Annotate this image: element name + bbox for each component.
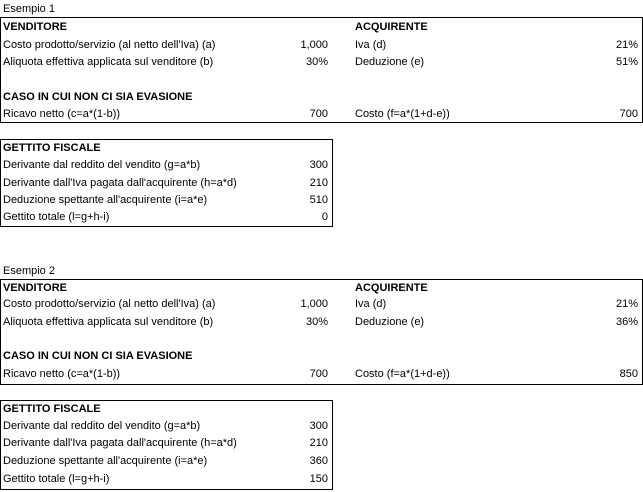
- buyer-cost-value: 700: [619, 108, 638, 120]
- buyer-cost-label: Costo (f=a*(1+d-e)): [355, 368, 450, 380]
- tax-revenue-total-label: Gettito totale (l=g+h-i): [3, 211, 110, 223]
- example-title: Esempio 2: [3, 265, 55, 277]
- seller-header: VENDITORE: [3, 282, 67, 294]
- buyer-iva-value: 21%: [615, 39, 638, 51]
- seller-cost-value: 1,000: [300, 298, 328, 310]
- buyer-cost-value: 850: [619, 368, 638, 380]
- tax-revenue-row-label: Derivante dal reddito del vendito (g=a*b): [3, 159, 201, 171]
- tax-revenue-row-label: Deduzione spettante all'acquirente (i=a*e): [3, 455, 208, 467]
- tax-revenue-row-label: Derivante dall'Iva pagata dall'acquirente (h=a*d): [3, 177, 237, 189]
- buyer-header: ACQUIRENTE: [355, 282, 428, 294]
- buyer-iva-label: Iva (d): [355, 298, 387, 310]
- buyer-deduction-value: 36%: [615, 316, 638, 328]
- buyer-deduction-label: Deduzione (e): [355, 316, 425, 328]
- seller-rate-label: Aliquota effettiva applicata sul venditore (b): [3, 316, 214, 328]
- seller-header: VENDITORE: [3, 21, 67, 33]
- tax-revenue-row-value: 300: [309, 420, 328, 432]
- net-revenue-label: Ricavo netto (c=a*(1-b)): [3, 108, 121, 120]
- example-title: Esempio 1: [3, 3, 55, 15]
- seller-cost-value: 1,000: [300, 39, 328, 51]
- seller-rate-label: Aliquota effettiva applicata sul venditore (b): [3, 56, 214, 68]
- net-revenue-value: 700: [309, 368, 328, 380]
- seller-rate-value: 30%: [305, 56, 328, 68]
- tax-revenue-total-label: Gettito totale (l=g+h-i): [3, 473, 110, 485]
- net-revenue-value: 700: [309, 108, 328, 120]
- tax-revenue-row-value: 210: [309, 437, 328, 449]
- seller-cost-label: Costo prodotto/servizio (al netto dell'Iva) (a): [3, 298, 216, 310]
- buyer-deduction-value: 51%: [615, 56, 638, 68]
- buyer-deduction-label: Deduzione (e): [355, 56, 425, 68]
- no-evasion-header: CASO IN CUI NON CI SIA EVASIONE: [3, 91, 193, 103]
- tax-revenue-header: GETTITO FISCALE: [3, 142, 101, 154]
- buyer-header: ACQUIRENTE: [355, 21, 428, 33]
- buyer-cost-label: Costo (f=a*(1+d-e)): [355, 108, 450, 120]
- buyer-iva-label: Iva (d): [355, 39, 387, 51]
- tax-revenue-row-label: Derivante dall'Iva pagata dall'acquirente (h=a*d): [3, 437, 237, 449]
- tax-revenue-row-value: 300: [309, 159, 328, 171]
- no-evasion-header: CASO IN CUI NON CI SIA EVASIONE: [3, 350, 193, 362]
- tax-revenue-row-label: Derivante dal reddito del vendito (g=a*b): [3, 420, 201, 432]
- buyer-iva-value: 21%: [615, 298, 638, 310]
- tax-revenue-row-value: 510: [309, 194, 328, 206]
- tax-revenue-total-value: 0: [321, 211, 328, 223]
- net-revenue-label: Ricavo netto (c=a*(1-b)): [3, 368, 121, 380]
- seller-rate-value: 30%: [305, 316, 328, 328]
- tax-revenue-row-value: 360: [309, 455, 328, 467]
- tax-revenue-row-value: 210: [309, 177, 328, 189]
- seller-cost-label: Costo prodotto/servizio (al netto dell'Iva) (a): [3, 39, 216, 51]
- tax-revenue-header: GETTITO FISCALE: [3, 403, 101, 415]
- tax-revenue-row-label: Deduzione spettante all'acquirente (i=a*e): [3, 194, 208, 206]
- tax-revenue-total-value: 150: [309, 473, 328, 485]
